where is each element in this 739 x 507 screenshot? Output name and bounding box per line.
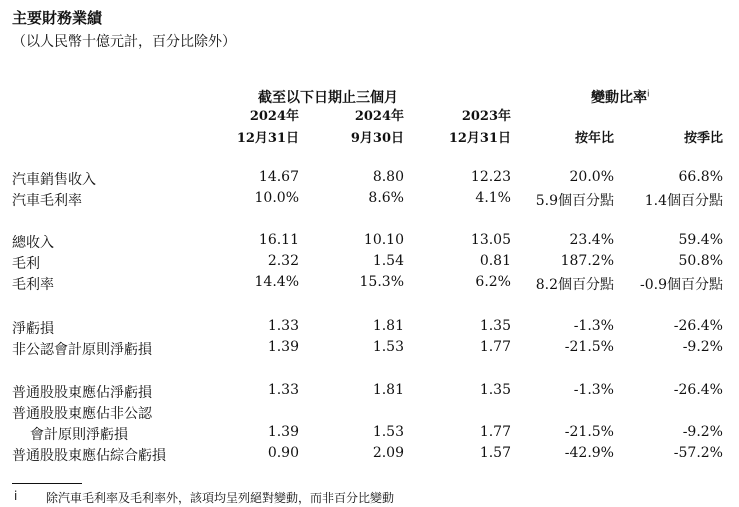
- cell-2024-sep: 1.81: [372, 318, 404, 334]
- cell-2023-dec: 1.57: [479, 445, 511, 461]
- cell-qoq: -9.2%: [682, 424, 723, 440]
- cell-2023-dec: 1.77: [479, 339, 511, 355]
- cell-yoy: -42.9%: [564, 445, 614, 461]
- cell-2023-dec: 6.2%: [475, 274, 511, 290]
- cell-2024-sep: 1.81: [372, 382, 404, 398]
- table-row: [0, 403, 739, 423]
- table-row: [0, 318, 739, 338]
- cell-2024-dec: 1.33: [267, 318, 299, 334]
- cell-2024-dec: 14.67: [258, 169, 299, 185]
- cell-2023-dec: 0.81: [479, 253, 511, 269]
- cell-yoy: 23.4%: [569, 232, 614, 248]
- period-group-header: 截至以下日期止三個月: [258, 90, 398, 106]
- cell-2024-sep: 1.53: [372, 339, 404, 355]
- table-row: [0, 424, 739, 444]
- cell-yoy: 5.9個百分點: [535, 193, 614, 209]
- table-row: [0, 274, 739, 294]
- footnote-marker: i: [14, 489, 18, 503]
- cell-2023-dec: 4.1%: [475, 190, 511, 206]
- col4-header: 按年比: [574, 131, 614, 146]
- table-row: [0, 253, 739, 273]
- footnote-marker-ref: i: [647, 89, 650, 100]
- cell-2024-dec: 1.33: [267, 382, 299, 398]
- table-row: [0, 190, 739, 210]
- cell-2023-dec: 12.23: [470, 169, 511, 185]
- cell-qoq: 66.8%: [678, 169, 723, 185]
- cell-2024-sep: 8.6%: [368, 190, 404, 206]
- cell-2024-sep: 2.09: [372, 445, 404, 461]
- cell-qoq: 59.4%: [678, 232, 723, 248]
- cell-2024-sep: 8.80: [372, 169, 404, 185]
- table-row: [0, 232, 739, 252]
- cell-qoq: -0.9個百分點: [640, 277, 723, 293]
- col3-date-header: 12月31日: [448, 131, 511, 146]
- table-row: [0, 382, 739, 402]
- row-label: 普通股股東應佔非公認: [12, 406, 152, 422]
- cell-yoy: 187.2%: [560, 253, 614, 269]
- cell-qoq: -26.4%: [673, 318, 723, 334]
- cell-2024-dec: 2.32: [267, 253, 299, 269]
- col2-year-header: 2024年: [354, 109, 404, 124]
- change-group-label: 變動比率: [591, 90, 647, 106]
- cell-yoy: -21.5%: [564, 339, 614, 355]
- cell-2024-sep: 15.3%: [359, 274, 404, 290]
- cell-yoy: 20.0%: [569, 169, 614, 185]
- row-label: 毛利: [12, 256, 40, 272]
- cell-2024-sep: 1.54: [372, 253, 404, 269]
- footnote-text: 除汽車毛利率及毛利率外，該項均呈列絕對變動，而非百分比變動: [46, 491, 395, 505]
- cell-2023-dec: 1.35: [479, 318, 511, 334]
- table-row: [0, 445, 739, 465]
- col2-date-header: 9月30日: [350, 131, 404, 146]
- cell-yoy: -1.3%: [573, 318, 614, 334]
- cell-yoy: -1.3%: [573, 382, 614, 398]
- cell-qoq: -26.4%: [673, 382, 723, 398]
- cell-qoq: -9.2%: [682, 339, 723, 355]
- row-label: 會計原則淨虧損: [30, 427, 128, 443]
- row-label: 毛利率: [12, 277, 54, 293]
- cell-2024-dec: 1.39: [267, 424, 299, 440]
- col1-date-header: 12月31日: [236, 131, 299, 146]
- row-label: 普通股股東應佔綜合虧損: [12, 448, 166, 464]
- row-label: 汽車毛利率: [12, 193, 82, 209]
- cell-qoq: 1.4個百分點: [644, 193, 723, 209]
- cell-2024-sep: 10.10: [363, 232, 404, 248]
- col1-year-header: 2024年: [249, 109, 299, 124]
- cell-2024-dec: 14.4%: [254, 274, 299, 290]
- col3-year-header: 2023年: [461, 109, 511, 124]
- cell-2024-dec: 1.39: [267, 339, 299, 355]
- change-group-header: [591, 87, 650, 107]
- cell-2024-dec: 0.90: [267, 445, 299, 461]
- cell-qoq: 50.8%: [678, 253, 723, 269]
- cell-yoy: 8.2個百分點: [535, 277, 614, 293]
- cell-2024-dec: 16.11: [258, 232, 299, 248]
- cell-qoq: -57.2%: [673, 445, 723, 461]
- cell-2024-sep: 1.53: [372, 424, 404, 440]
- row-label: 普通股股東應佔淨虧損: [12, 385, 152, 401]
- row-label: 非公認會計原則淨虧損: [12, 342, 152, 358]
- row-label: 汽車銷售收入: [12, 172, 96, 188]
- footnote-divider: [12, 483, 82, 484]
- cell-2023-dec: 1.35: [479, 382, 511, 398]
- cell-yoy: -21.5%: [564, 424, 614, 440]
- row-label: 總收入: [12, 235, 54, 251]
- table-row: [0, 169, 739, 189]
- table-row: [0, 339, 739, 359]
- cell-2023-dec: 1.77: [479, 424, 511, 440]
- page-title: 主要財務業績: [12, 9, 103, 27]
- cell-2023-dec: 13.05: [470, 232, 511, 248]
- col5-header: 按季比: [683, 131, 723, 146]
- cell-2024-dec: 10.0%: [254, 190, 299, 206]
- row-label: 淨虧損: [12, 321, 54, 337]
- page-subtitle: （以人民幣十億元計，百分比除外）: [12, 34, 236, 50]
